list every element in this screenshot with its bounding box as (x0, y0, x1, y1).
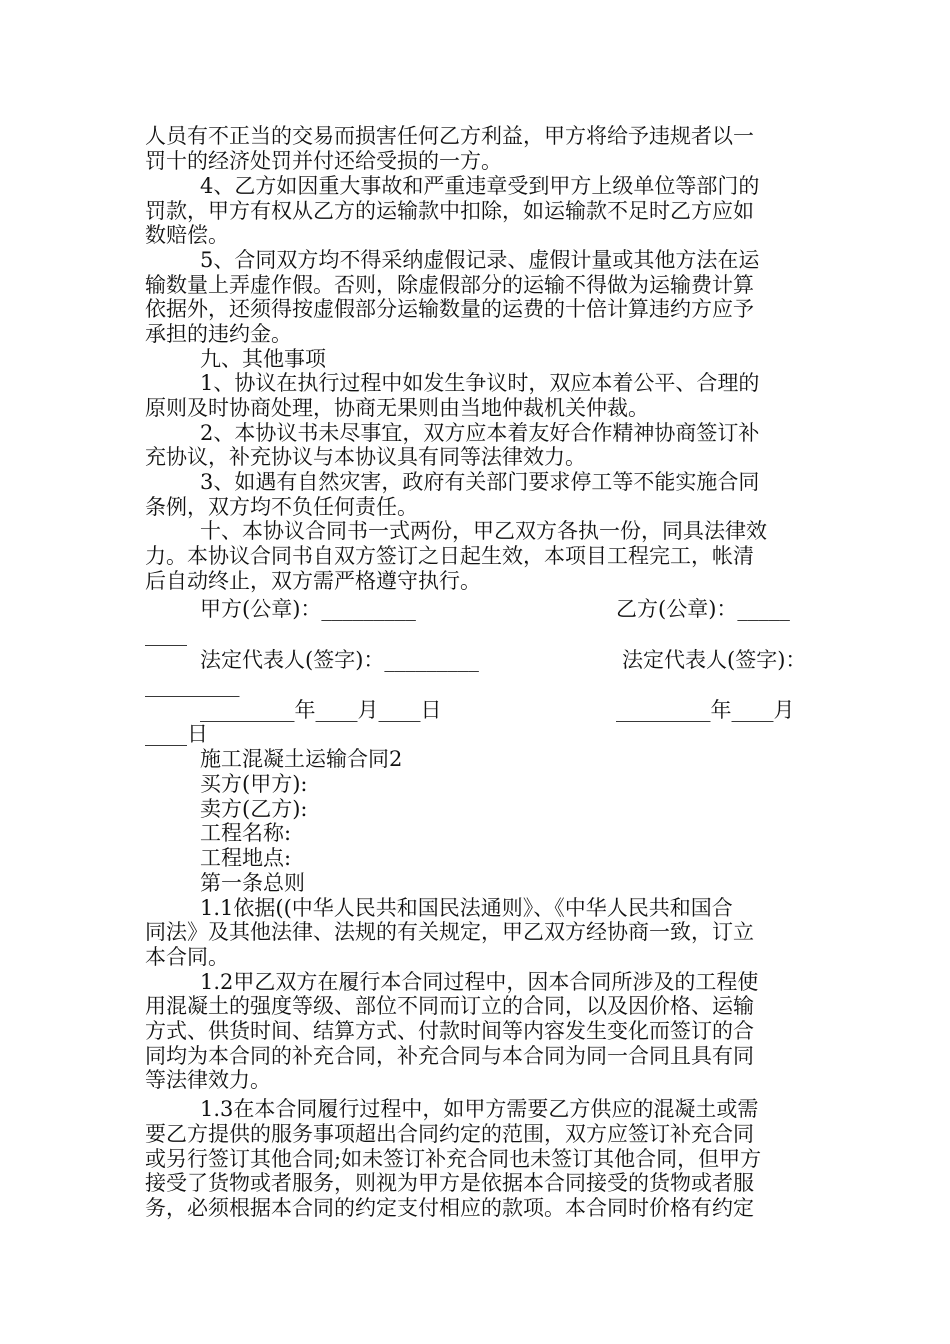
party-a-seal: 甲方(公章)：_________ (200, 597, 416, 621)
text-line: 5、合同双方均不得采纳虚假记录、虚假计量或其他方法在运 (200, 248, 760, 272)
clause-line: 或另行签订其他合同;如未签订补充合同也未签订其他合同，但甲方 (145, 1147, 762, 1171)
text-line: 十、本协议合同书一式两份，甲乙双方各执一份，同具法律效 (200, 519, 767, 543)
party-b-seal: 乙方(公章)：_____ (616, 597, 790, 621)
clause-line: 方式、供货时间、结算方式、付款时间等内容发生变化而签订的合 (145, 1019, 754, 1043)
party-b-representative-continued: _________ (145, 673, 240, 697)
text-line: 罚款，甲方有权从乙方的运输款中扣除，如运输款不足时乙方应如 (145, 199, 754, 223)
party-b-representative: 法定代表人(签字)： (622, 648, 807, 672)
party-a-date: _________年____月____日 (200, 698, 442, 722)
clause-line: 接受了货物或者服务，则视为甲方是依据本合同接受的货物或者服 (145, 1171, 754, 1195)
clause-line: 等法律效力。 (145, 1068, 271, 1092)
text-line: 依据外，还须得按虚假部分运输数量的运费的十倍计算违约方应予 (145, 297, 754, 321)
clause-line: 1.2甲乙双方在履行本合同过程中，因本合同所涉及的工程使 (200, 970, 759, 994)
party-a-representative: 法定代表人(签字)：_________ (200, 648, 479, 672)
party-b-seal-continued: ____ (145, 622, 187, 646)
text-line: 力。本协议合同书自双方签订之日起生效，本项目工程完工，帐清 (145, 544, 754, 568)
text-line: 承担的违约金。 (145, 322, 292, 346)
text-line: 罚十的经济处罚并付还给受损的一方。 (145, 149, 502, 173)
text-line: 输数量上弄虚作假。否则，除虚假部分的运输不得做为运输费计算 (145, 273, 754, 297)
text-line: 4、乙方如因重大事故和严重违章受到甲方上级单位等部门的 (200, 174, 760, 198)
clause-line: 用混凝土的强度等级、部位不同而订立的合同，以及因价格、运输 (145, 994, 754, 1018)
party-b-date-continued: ____日 (145, 722, 208, 746)
clause-line: 1.1依据((中华人民共和国民法通则》、《中华人民共和国合 (200, 896, 733, 920)
clause-line: 要乙方提供的服务事项超出合同约定的范围，双方应签订补充合同 (145, 1122, 754, 1146)
project-name-field: 工程名称: (200, 821, 292, 845)
section-heading: 九、其他事项 (200, 347, 326, 371)
text-line: 原则及时协商处理，协商无果则由当地仲裁机关仲裁。 (145, 396, 649, 420)
text-line: 3、如遇有自然灾害，政府有关部门要求停工等不能实施合同 (200, 470, 760, 494)
clause-line: 务，必须根据本合同的约定支付相应的款项。本合同时价格有约定 (145, 1196, 754, 1220)
text-line: 充协议，补充协议与本协议具有同等法律效力。 (145, 445, 586, 469)
chapter-heading: 第一条总则 (200, 871, 305, 895)
text-line: 2、本协议书未尽事宜，双方应本着友好合作精神协商签订补 (200, 421, 760, 445)
text-line: 后自动终止，双方需严格遵守执行。 (145, 569, 481, 593)
seller-field: 卖方(乙方): (200, 797, 308, 821)
project-site-field: 工程地点: (200, 846, 292, 870)
text-line: 数赔偿。 (145, 223, 229, 247)
clause-line: 本合同。 (145, 945, 229, 969)
contract-title: 施工混凝土运输合同2 (200, 747, 403, 771)
clause-line: 1.3在本合同履行过程中，如甲方需要乙方供应的混凝土或需 (200, 1097, 759, 1121)
clause-line: 同均为本合同的补充合同，补充合同与本合同为同一合同且具有同 (145, 1044, 754, 1068)
text-line: 条例，双方均不负任何责任。 (145, 495, 418, 519)
party-b-date: _________年____月 (616, 698, 795, 722)
buyer-field: 买方(甲方): (200, 772, 308, 796)
text-line: 1、协议在执行过程中如发生争议时，双应本着公平、合理的 (200, 371, 760, 395)
clause-line: 同法》及其他法律、法规的有关规定，甲乙双方经协商一致，订立 (145, 920, 754, 944)
text-line: 人员有不正当的交易而损害任何乙方利益，甲方将给予违规者以一 (145, 124, 754, 148)
